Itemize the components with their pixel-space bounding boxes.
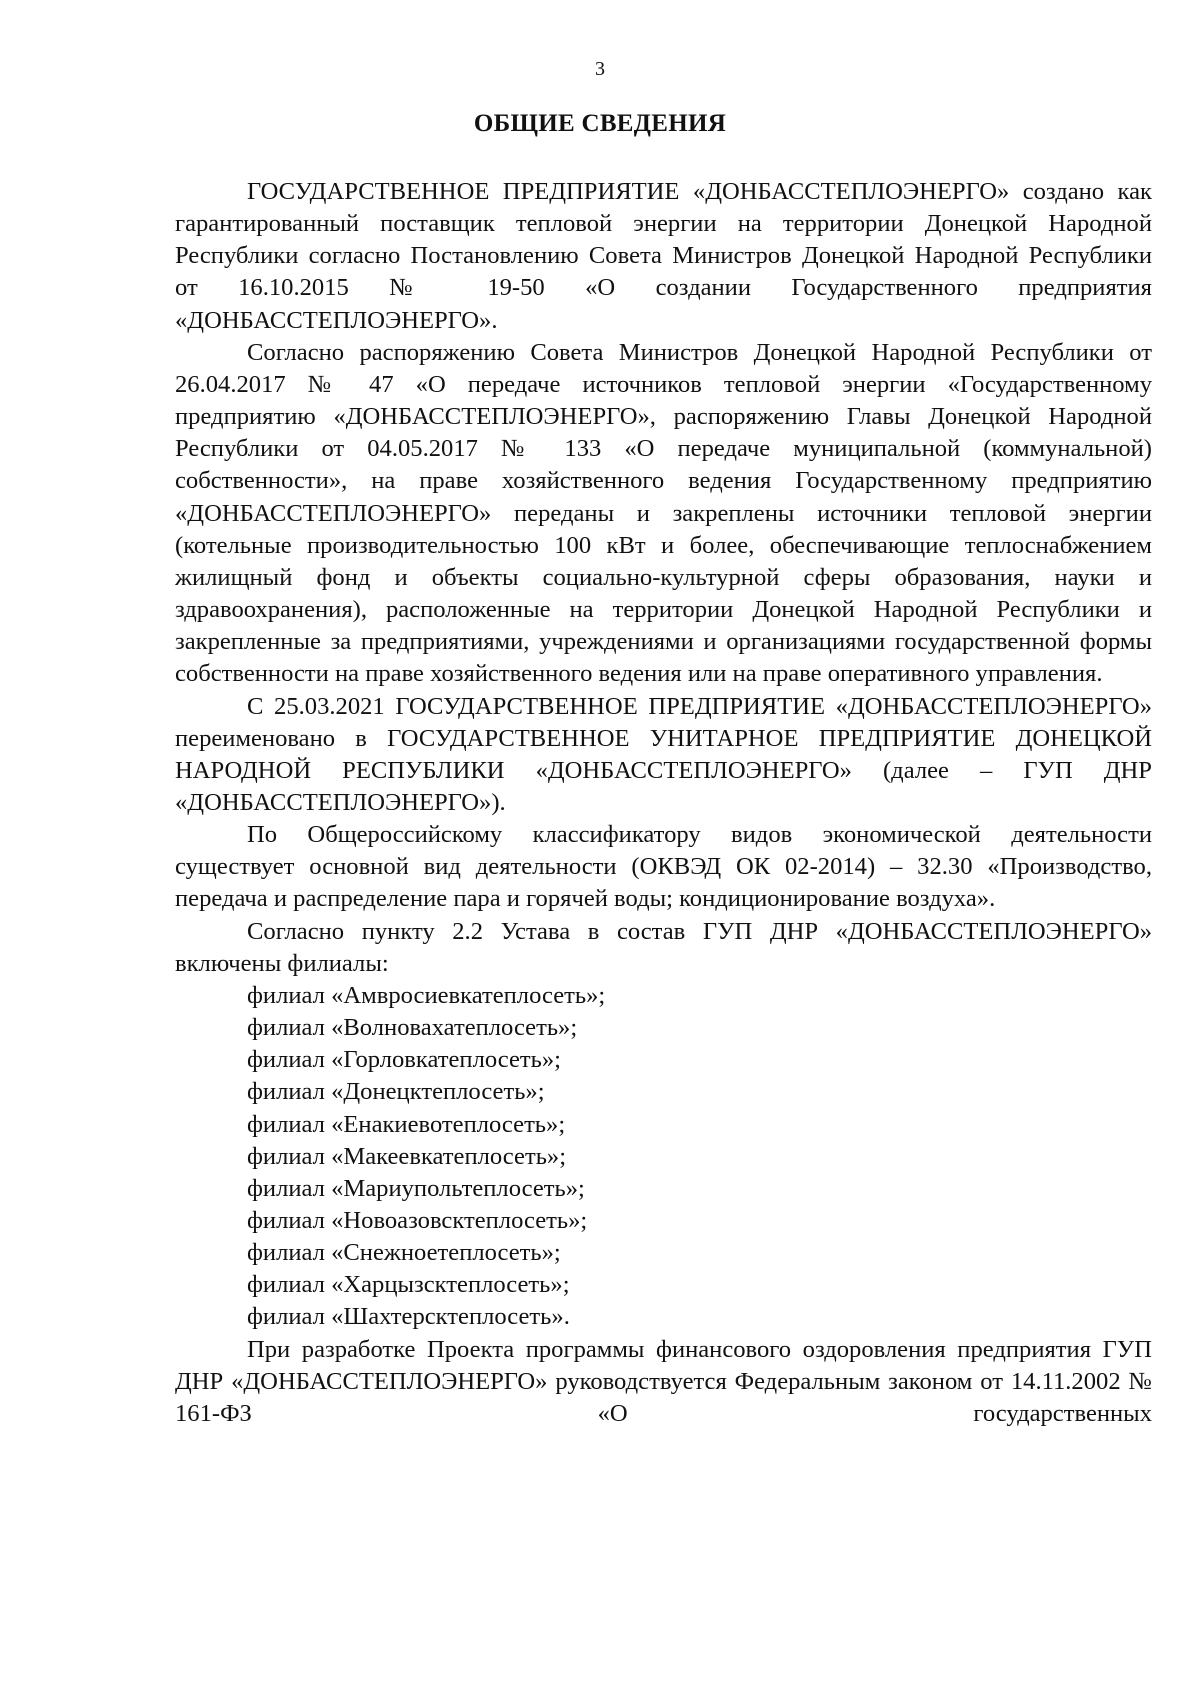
paragraph-okved: По Общероссийскому классификатору видов экономической деятельности существует основной вид деятельности (ОКВЭД ОК 02-2014) – 32.30 «Производство, передача и распределение пара и горячей воды; кондиционирование воздуха».: [175, 821, 1152, 913]
branch-list-item: филиал «Шахтерсктеплосеть».: [247, 1303, 570, 1331]
branch-list-item: филиал «Амвросиевкатеплосеть»;: [247, 981, 606, 1009]
document-body: [175, 176, 1152, 1430]
branch-list-item: филиал «Донецктеплосеть»;: [247, 1078, 545, 1106]
branch-list-item: филиал «Мариупольтеплосеть»;: [247, 1174, 585, 1202]
branch-list: [175, 980, 1152, 1334]
paragraph-rename: С 25.03.2021 ГОСУДАРСТВЕННОЕ ПРЕДПРИЯТИЕ «ДОНБАССТЕПЛОЭНЕРГО» переименовано в ГОСУДАРСТВЕННОЕ УНИТАРНОЕ ПРЕДПРИЯТИЕ ДОНЕЦКОЙ НАРОДНОЙ РЕСПУБЛИКИ «ДОНБАССТЕПЛОЭНЕРГО» (далее – ГУП ДНР «ДОНБАССТЕПЛОЭНЕРГО»).: [175, 692, 1152, 816]
paragraph-transfer: Согласно распоряжению Совета Министров Донецкой Народной Республики от 26.04.2017 № 47 «О передаче источников тепловой энергии «Государственному предприятию «ДОНБАССТЕПЛОЭНЕРГО», распоряжению Главы Донецкой Народной Республики от 04.05.2017 № 133 «О передаче муниципальной (коммунальной) собственности», на праве хозяйственного ведения Государственному предприятию «ДОНБАССТЕПЛОЭНЕРГО» переданы и закреплены источники тепловой энергии (котельные производительностью 100 кВт и более, обеспечивающие теплоснабжением жилищный фонд и объекты социально-культурной сферы образования, науки и здравоохранения), расположенные на территории Донецкой Народной Республики и закрепленные за предприятиями, учреждениями и организациями государственной формы собственности на праве хозяйственного ведения или на праве оперативного управления.: [175, 338, 1152, 688]
branch-list-item: филиал «Харцызсктеплосеть»;: [247, 1271, 570, 1299]
branch-list-item: филиал «Макеевкатеплосеть»;: [247, 1142, 567, 1170]
paragraph-intro: ГОСУДАРСТВЕННОЕ ПРЕДПРИЯТИЕ «ДОНБАССТЕПЛОЭНЕРГО» создано как гарантированный поставщик тепловой энергии на территории Донецкой Народной Республики согласно Постановлению Совета Министров Донецкой Народной Республики от 16.10.2015 № 19-50 «О создании Государственного предприятия «ДОНБАССТЕПЛОЭНЕРГО».: [175, 178, 1152, 334]
paragraph-final: При разработке Проекта программы финансового оздоровления предприятия ГУП ДНР «ДОНБАССТЕПЛОЭНЕРГО» руководствуется Федеральным законом от 14.11.2002 № 161-ФЗ «О государственных: [175, 1335, 1152, 1427]
branch-list-item: филиал «Снежноетеплосеть»;: [247, 1239, 561, 1267]
paragraph-branches-intro: Согласно пункту 2.2 Устава в состав ГУП ДНР «ДОНБАССТЕПЛОЭНЕРГО» включены филиалы:: [175, 917, 1152, 977]
page-number: 3: [595, 58, 605, 80]
branch-list-item: филиал «Енакиевотеплосеть»;: [247, 1110, 566, 1138]
branch-list-item: филиал «Горловкатеплосеть»;: [247, 1046, 561, 1074]
section-heading: ОБЩИЕ СВЕДЕНИЯ: [473, 110, 727, 137]
branch-list-item: филиал «Волновахатеплосеть»;: [247, 1014, 578, 1042]
branch-list-item: филиал «Новоазовсктеплосеть»;: [247, 1207, 588, 1234]
